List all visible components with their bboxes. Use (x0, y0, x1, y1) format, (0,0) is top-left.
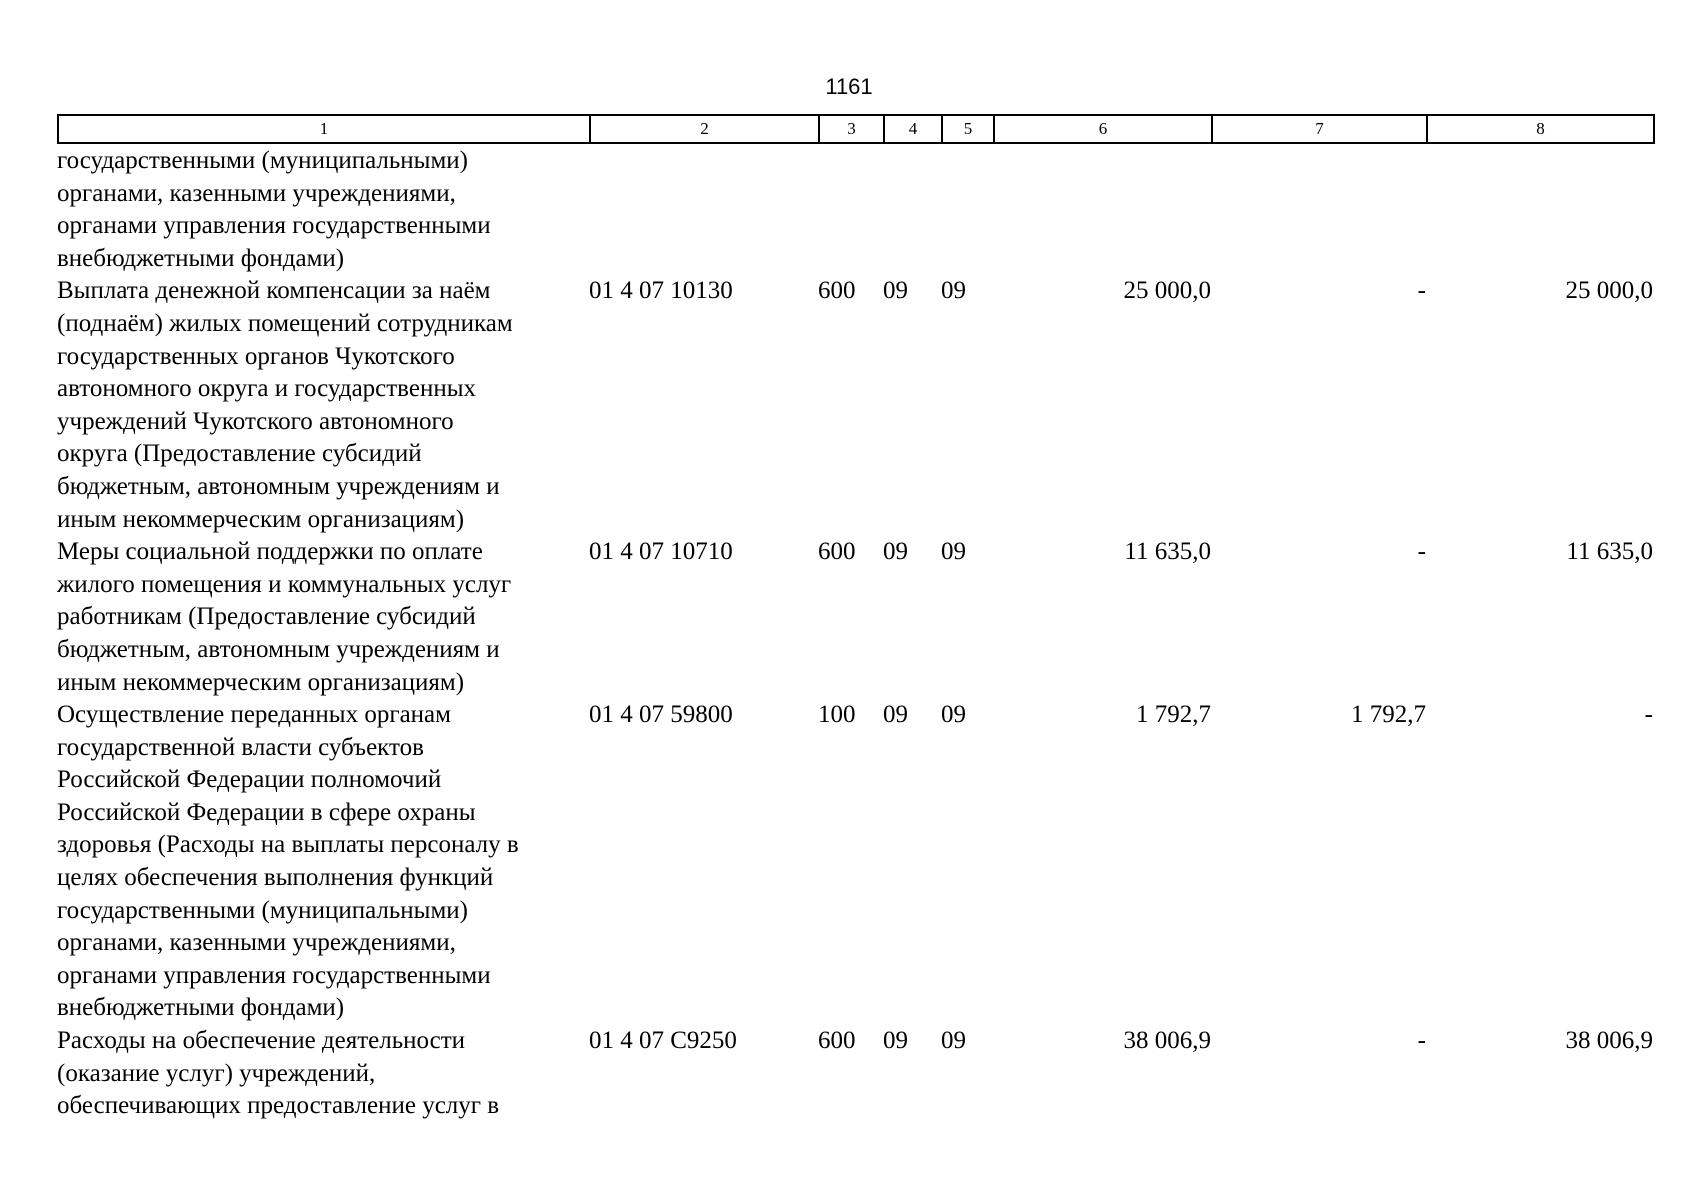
row-subsection: 09 (941, 701, 966, 729)
column-header: 2 (590, 115, 819, 143)
row-section: 09 (883, 1027, 908, 1055)
column-header: 5 (942, 115, 994, 143)
row-code (589, 145, 818, 275)
row-code: 01 4 07 10130 (589, 277, 733, 305)
row-regional: - (1644, 701, 1653, 729)
row-name: Расходы на обеспечение деятельности (оказание услуг) учреждений, обеспечивающих предоставление услуг в (57, 1027, 500, 1120)
budget-table-body (57, 145, 1653, 1123)
row-total (993, 145, 1211, 275)
row-expense-type (818, 145, 883, 275)
row-federal: - (1417, 1027, 1426, 1055)
row-name: Осуществление переданных органам государственной власти субъектов Российской Федерации полномочий Российской Федерации в сфере охраны здоровья (Расходы на выплаты персоналу в целях обеспечения выполнения функций государственными (муниципальными) органами, казенными учреждениями, органами управления государственными внебюджетными фондами) (57, 701, 519, 1022)
row-total: 11 635,0 (1124, 538, 1211, 566)
row-regional: 11 635,0 (1566, 538, 1653, 566)
row-expense-type: 100 (818, 701, 856, 729)
column-header: 4 (884, 115, 942, 143)
column-header: 3 (819, 115, 884, 143)
row-total: 38 006,9 (1123, 1027, 1211, 1055)
column-header: 7 (1212, 115, 1427, 143)
row-code: 01 4 07 С9250 (589, 1027, 737, 1055)
row-section (883, 145, 941, 275)
row-total: 25 000,0 (1123, 277, 1211, 305)
column-header: 8 (1427, 115, 1654, 143)
row-subsection: 09 (941, 538, 966, 566)
table-row (57, 145, 1653, 275)
column-header: 1 (58, 115, 590, 143)
row-section: 09 (883, 701, 908, 729)
page-number: 1161 (825, 74, 873, 99)
column-header-table (57, 114, 1655, 144)
table-row (57, 275, 1653, 536)
row-subsection (941, 145, 993, 275)
row-code: 01 4 07 10710 (589, 538, 733, 566)
row-section: 09 (883, 277, 908, 305)
row-federal: 1 792,7 (1351, 701, 1426, 729)
row-total: 1 792,7 (1136, 701, 1211, 729)
row-federal: - (1417, 277, 1426, 305)
row-code: 01 4 07 59800 (589, 701, 733, 729)
row-regional (1426, 145, 1653, 275)
row-regional: 38 006,9 (1565, 1027, 1653, 1055)
row-name: Меры социальной поддержки по оплате жилого помещения и коммунальных услуг работникам (Предоставление субсидий бюджетным, автономным учреждениям и иным некоммерческим организациям) (57, 538, 512, 696)
row-name: Выплата денежной компенсации за наём (поднаём) жилых помещений сотрудникам государственных органов Чукотского автономного округа и государственных учреждений Чукотского автономного округа (Предоставление субсидий бюджетным, автономным учреждениям и иным некоммерческим организациям) (57, 277, 513, 533)
table-row (57, 699, 1653, 1025)
row-federal: - (1417, 538, 1426, 566)
row-expense-type: 600 (818, 1027, 856, 1055)
column-header-row (58, 115, 1654, 143)
row-subsection: 09 (941, 1027, 966, 1055)
row-expense-type: 600 (818, 277, 856, 305)
row-federal (1211, 145, 1426, 275)
row-regional: 25 000,0 (1565, 277, 1653, 305)
row-subsection: 09 (941, 277, 966, 305)
row-name: государственными (муниципальными) органами, казенными учреждениями, органами управления государственными внебюджетными фондами) (57, 147, 491, 272)
table-row (57, 1025, 1653, 1123)
row-expense-type: 600 (818, 538, 856, 566)
table-row (57, 536, 1653, 699)
column-header: 6 (994, 115, 1212, 143)
row-section: 09 (883, 538, 908, 566)
